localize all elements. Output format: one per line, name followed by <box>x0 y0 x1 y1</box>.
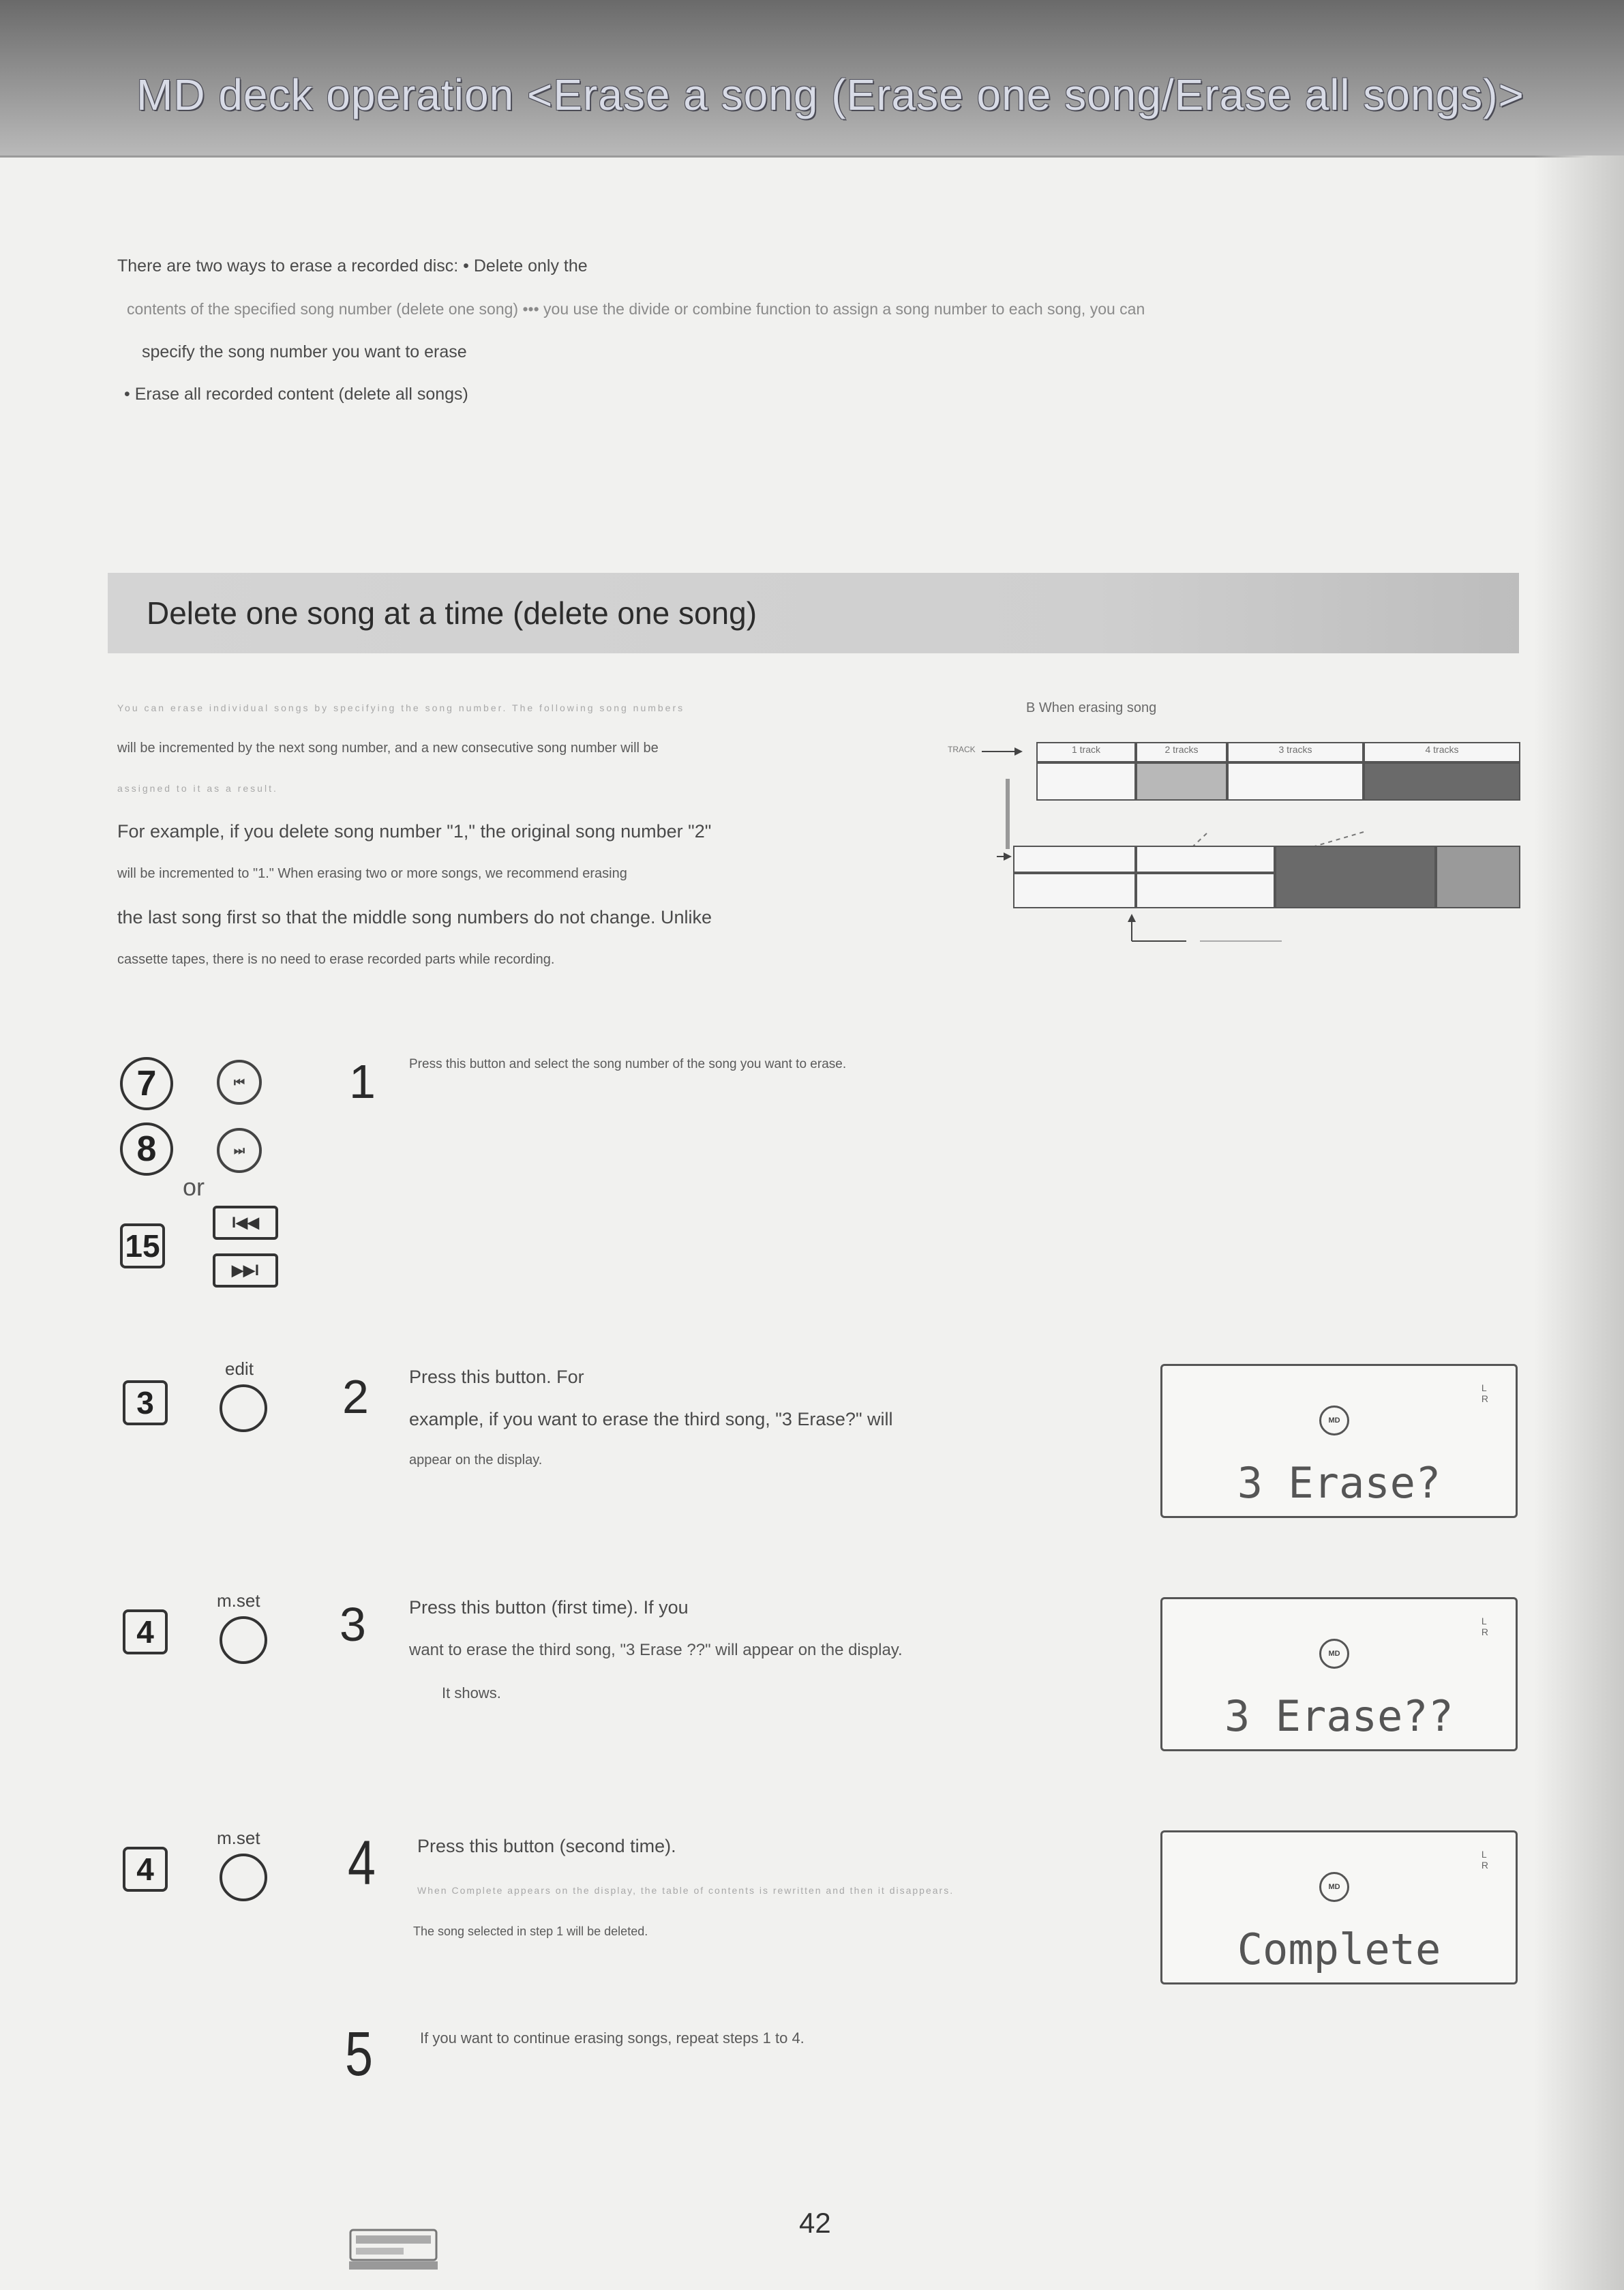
next-track-button-icon: ▶▶I <box>213 1253 278 1288</box>
arrowhead-up <box>1128 914 1136 922</box>
diagram-cell-top-4: 4 tracks <box>1364 742 1520 762</box>
step-4-line-1: Press this button (second time). <box>417 1836 676 1856</box>
diagram-cell-top-3: 3 tracks <box>1227 742 1364 762</box>
lcd-level-meter-icon: L R <box>1481 1616 1488 1637</box>
md-disc-icon: MD <box>1319 1406 1349 1436</box>
step-2-number: 2 <box>342 1370 369 1423</box>
body-paragraph-2a: For example, if you delete song number "1," the original song number "2" <box>117 821 712 842</box>
diagram-bottom-cell-4 <box>1436 846 1520 908</box>
diagram-caption: B When erasing song <box>1026 700 1157 715</box>
md-disc-icon: MD <box>1319 1639 1349 1669</box>
diagram-track-label: TRACK <box>948 745 976 754</box>
skip-back-button-icon: ⏮ <box>217 1060 262 1105</box>
step-5-number: 5 <box>345 2019 373 2089</box>
edit-button-icon <box>220 1384 267 1432</box>
page-number: 42 <box>799 2207 831 2239</box>
diagram-bottom-cell-1 <box>1013 846 1136 873</box>
step-2-line-3: appear on the display. <box>409 1453 543 1468</box>
body-paragraph-2c: the last song first so that the middle song numbers do not change. Unlike <box>117 907 712 927</box>
remote-key-4b-icon: 4 <box>123 1847 168 1892</box>
diagram-bottom-cell-2 <box>1136 846 1275 873</box>
body-paragraph-2d: cassette tapes, there is no need to erase recorded parts while recording. <box>117 952 555 967</box>
step-2-line-2: example, if you want to erase the third song, "3 Erase?" will <box>409 1409 893 1429</box>
step-3-number: 3 <box>340 1598 366 1651</box>
step-3-line-3: It shows. <box>442 1684 501 1701</box>
prev-track-button-icon: I◀◀ <box>213 1206 278 1240</box>
intro-line-2: contents of the specified song number (delete one song) ••• you use the divide or combine function to assign a song number to each song, you can <box>127 300 1145 318</box>
or-label: or <box>183 1173 205 1201</box>
lcd-text-1: 3 Erase? <box>1237 1458 1441 1508</box>
diagram-block-2 <box>1136 762 1227 801</box>
mset-button-label-1: m.set <box>217 1590 260 1611</box>
lcd-level-meter-icon: L R <box>1481 1382 1488 1404</box>
step-3-line-2: want to erase the third song, "3 Erase ??" will appear on the display. <box>409 1641 903 1659</box>
mset-button-icon-2 <box>220 1854 267 1901</box>
step-4-line-2: When Complete appears on the display, the table of contents is rewritten and then it disappears. <box>417 1885 954 1896</box>
remote-key-15-icon: 15 <box>120 1223 165 1268</box>
intro-line-1: There are two ways to erase a recorded disc: • Delete only the <box>117 256 588 276</box>
lcd-display-1 <box>1160 1364 1518 1518</box>
body-paragraph-1c: assigned to it as a result. <box>117 783 278 794</box>
diagram-block-3 <box>1227 762 1364 801</box>
remote-key-4-icon: 4 <box>123 1609 168 1654</box>
step-1-number: 1 <box>349 1055 376 1108</box>
step-4-number: 4 <box>348 1828 376 1898</box>
lcd-text-3: Complete <box>1237 1924 1441 1974</box>
step-2-line-1: Press this button. For <box>409 1367 584 1387</box>
body-paragraph-2b: will be incremented to "1." When erasing two or more songs, we recommend erasing <box>117 866 627 881</box>
diagram-bottom-block-1 <box>1013 873 1136 908</box>
skip-forward-button-icon: ⏭ <box>217 1128 262 1173</box>
page-title: MD deck operation <Erase a song (Erase one song/Erase all songs)> <box>136 70 1524 119</box>
page-edge-shadow <box>1534 155 1624 2290</box>
intro-line-4: • Erase all recorded content (delete all songs) <box>124 385 468 404</box>
step-5-text: If you want to continue erasing songs, repeat steps 1 to 4. <box>420 2029 805 2047</box>
md-logo-icon <box>349 2220 438 2270</box>
diagram-bottom-block-2 <box>1136 873 1275 908</box>
lcd-level-meter-icon: L R <box>1481 1849 1488 1871</box>
mset-button-label-2: m.set <box>217 1828 260 1848</box>
diagram-cell-top-2: 2 tracks <box>1136 742 1227 762</box>
section-title: Delete one song at a time (delete one song) <box>147 595 757 631</box>
step-3-line-1: Press this button (first time). If you <box>409 1597 689 1618</box>
remote-key-8-icon: 8 <box>120 1122 173 1176</box>
arrowhead-lower <box>1004 852 1012 861</box>
mset-button-icon-1 <box>220 1616 267 1664</box>
lcd-display-3 <box>1160 1830 1518 1984</box>
md-disc-icon: MD <box>1319 1872 1349 1902</box>
body-paragraph-1b: will be incremented by the next song number, and a new consecutive song number will be <box>117 741 659 756</box>
step-1-text: Press this button and select the song number of the song you want to erase. <box>409 1057 847 1071</box>
lcd-display-2 <box>1160 1597 1518 1751</box>
lcd-text-2: 3 Erase?? <box>1224 1691 1454 1741</box>
body-paragraph-1a: You can erase individual songs by specifying the song number. The following song numbers <box>117 702 685 713</box>
step-4-line-3: The song selected in step 1 will be deleted. <box>413 1924 648 1938</box>
intro-line-3: specify the song number you want to erase <box>142 342 467 361</box>
edit-button-label: edit <box>225 1358 254 1379</box>
diagram-cell-top-1: 1 track <box>1036 742 1136 762</box>
diagram-block-4 <box>1364 762 1520 801</box>
diagram-block-1 <box>1036 762 1136 801</box>
arrowhead-track <box>1014 747 1023 756</box>
diagram-bottom-cell-3 <box>1275 846 1436 908</box>
remote-key-7-icon: 7 <box>120 1057 173 1110</box>
remote-key-3-icon: 3 <box>123 1380 168 1425</box>
